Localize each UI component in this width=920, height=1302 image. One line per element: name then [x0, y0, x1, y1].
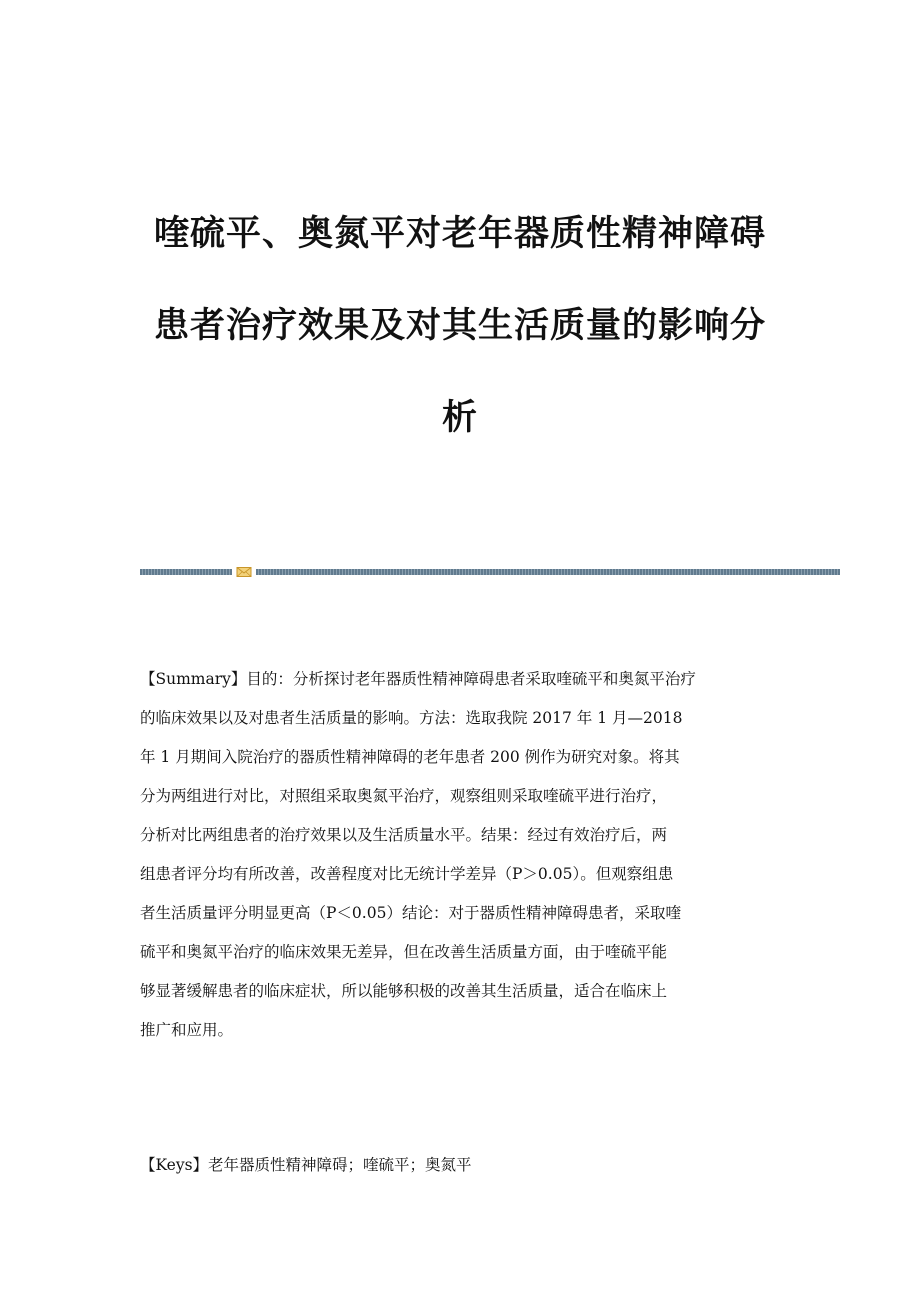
summary-line: 年 1 月期间入院治疗的器质性精神障碍的老年患者 200 例作为研究对象。将其 [140, 748, 680, 766]
summary-line: 者生活质量评分明显更高（P＜0.05）结论：对于器质性精神障碍患者，采取喹 [140, 904, 681, 922]
keywords-line: 【Keys】老年器质性精神障碍；喹硫平；奥氮平 [140, 1156, 472, 1174]
summary-line: 够显著缓解患者的临床症状，所以能够积极的改善其生活质量，适合在临床上 [140, 982, 668, 1000]
divider-bar-right [256, 569, 840, 575]
summary-line: 分析对比两组患者的治疗效果以及生活质量水平。结果：经过有效治疗后，两 [140, 826, 668, 844]
section-divider [140, 568, 840, 576]
summary-line: 组患者评分均有所改善，改善程度对比无统计学差异（P＞0.05）。但观察组患 [140, 865, 674, 883]
summary-line: 【Summary】目的：分析探讨老年器质性精神障碍患者采取喹硫平和奥氮平治疗 [140, 670, 696, 688]
title-line-2: 患者治疗效果及对其生活质量的影响分 [153, 306, 766, 346]
summary-paragraph [140, 660, 780, 1050]
summary-line: 硫平和奥氮平治疗的临床效果无差异，但在改善生活质量方面，由于喹硫平能 [140, 943, 668, 961]
title-line-1: 喹硫平、奥氮平对老年器质性精神障碍 [153, 214, 766, 254]
document-title [110, 188, 810, 464]
envelope-ornament-icon [236, 566, 252, 578]
summary-line: 的临床效果以及对患者生活质量的影响。方法：选取我院 2017 年 1 月—2018 [140, 709, 683, 727]
title-line-3: 析 [441, 398, 478, 438]
summary-line: 分为两组进行对比，对照组采取奥氮平治疗，观察组则采取喹硫平进行治疗， [140, 787, 668, 805]
summary-line: 推广和应用。 [140, 1021, 234, 1039]
divider-bar-left [140, 569, 232, 575]
